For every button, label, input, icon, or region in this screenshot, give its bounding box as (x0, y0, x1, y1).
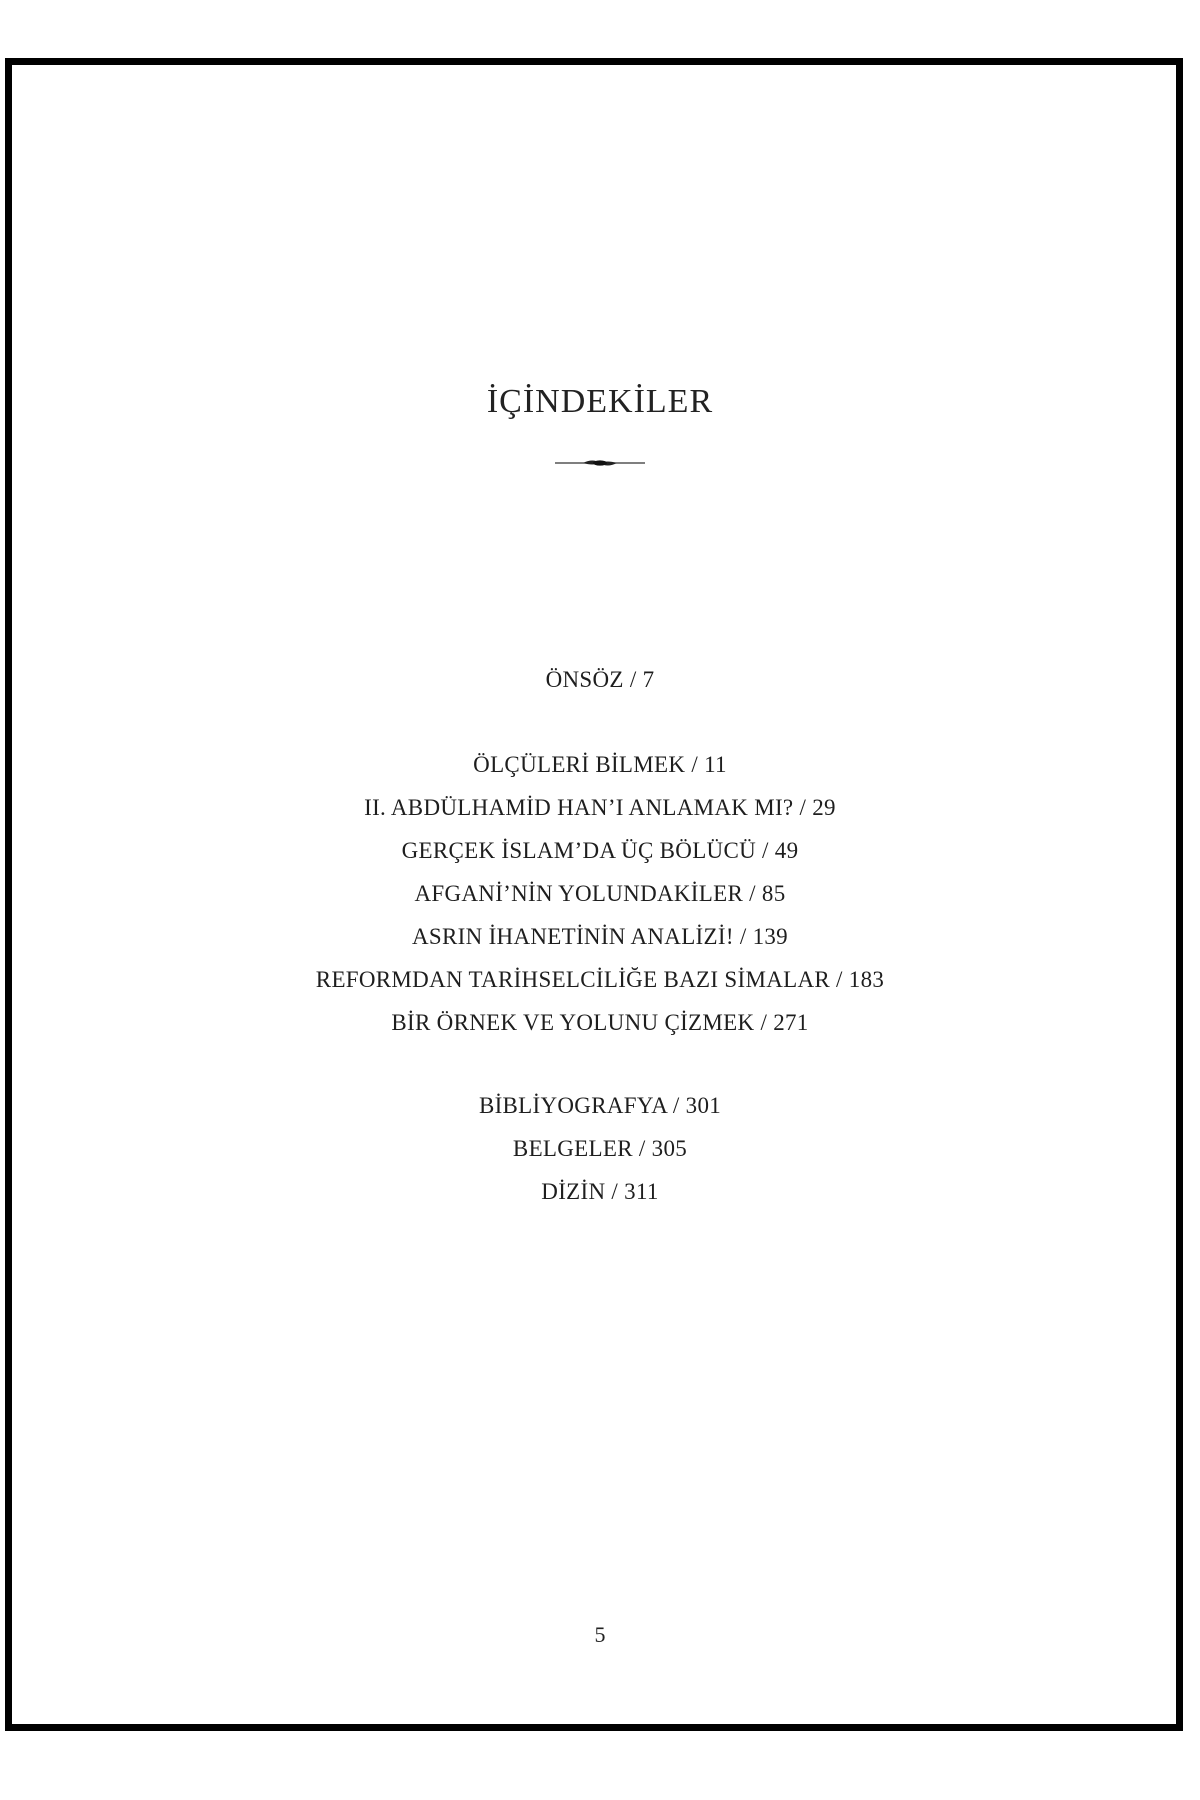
flourish-divider-icon (555, 456, 645, 470)
toc-entry: ASRIN İHANETİNİN ANALİZİ! / 139 (412, 924, 788, 949)
toc-entry: AFGANİ’NİN YOLUNDAKİLER / 85 (414, 881, 786, 906)
page-title: İÇİNDEKİLER (486, 383, 714, 420)
toc-entry: ÖNSÖZ / 7 (545, 667, 655, 692)
toc-chapters (0, 743, 1200, 1044)
toc-entry: GERÇEK İSLAM’DA ÜÇ BÖLÜCÜ / 49 (401, 838, 799, 863)
toc-entry: BİR ÖRNEK VE YOLUNU ÇİZMEK / 271 (391, 1010, 809, 1035)
toc-entry: REFORMDAN TARİHSELCİLİĞE BAZI SİMALAR / 183 (315, 967, 885, 992)
toc-preface (0, 658, 1200, 701)
toc-entry: BİBLİYOGRAFYA / 301 (478, 1093, 722, 1118)
toc-entry: BELGELER / 305 (512, 1136, 688, 1161)
toc-entry: II. ABDÜLHAMİD HAN’I ANLAMAK MI? / 29 (364, 795, 836, 820)
page-number: 5 (594, 1622, 606, 1647)
toc-entry: DİZİN / 311 (541, 1179, 659, 1204)
toc-back-matter (0, 1084, 1200, 1213)
toc-entry: ÖLÇÜLERİ BİLMEK / 11 (473, 752, 727, 777)
